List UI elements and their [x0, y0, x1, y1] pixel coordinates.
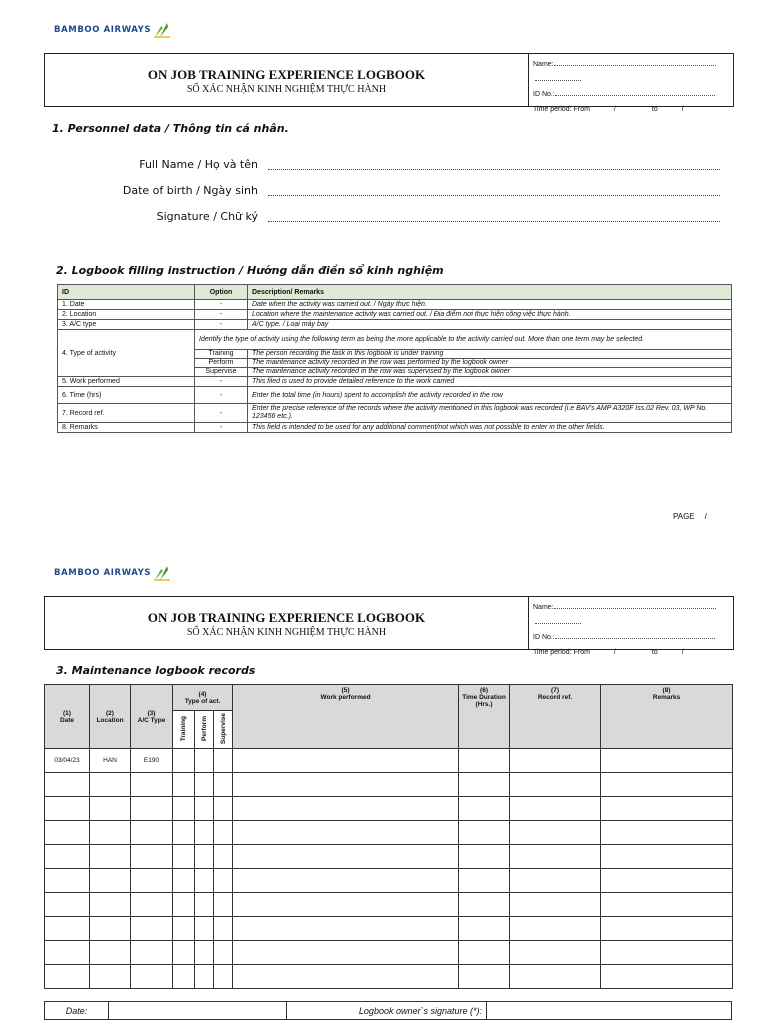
- table-row[interactable]: [45, 893, 733, 917]
- table-row: 3. A/C type - A/C type. / Loại máy bay: [58, 320, 732, 330]
- section-1-title: 1. Personnel data / Thông tin cá nhân.: [52, 122, 289, 135]
- logbook-subtitle: SỔ XÁC NHẬN KINH NGHIỆM THỰC HÀNH: [186, 84, 387, 95]
- owner-signature-label: Logbook owner`s signature (*):: [287, 1002, 487, 1020]
- table-row: 7. Record ref. - Enter the precise reference of the records where the activity mentioned in this logbook was recorded (i.e BAV's AMP A320F Iss.02 Rev. 03, WP No. 123456 etc.).: [58, 404, 732, 423]
- full-name-label: Full Name / Họ và tên: [139, 158, 258, 171]
- logbook-subtitle: SỔ XÁC NHẬN KINH NGHIỆM THỰC HÀNH: [186, 627, 387, 638]
- col-record: (7) Record ref.: [510, 685, 601, 749]
- col-option: Option: [195, 285, 248, 300]
- table-row: 5. Work performed - This filed is used to provide detailed reference to the work carried: [58, 377, 732, 387]
- logo-text: BAMBOO AIRWAYS: [54, 568, 152, 578]
- logbook-title: ON JOB TRAINING EXPERIENCE LOGBOOK: [147, 67, 426, 82]
- col-description: Description/ Remarks: [248, 285, 732, 300]
- table-row[interactable]: [45, 965, 733, 989]
- col-remarks: (8) Remarks: [601, 685, 733, 749]
- col-type-of-act: (4) Type of act.: [173, 685, 233, 711]
- name-label: Name:: [533, 604, 554, 611]
- signature-row: [44, 1001, 732, 1020]
- bamboo-airways-logo-2: [54, 565, 171, 581]
- records-table: [44, 684, 733, 989]
- bamboo-leaf-icon: [153, 22, 171, 38]
- table-row[interactable]: [45, 773, 733, 797]
- owner-signature-input[interactable]: [487, 1002, 732, 1020]
- bamboo-airways-logo: [54, 22, 171, 38]
- logo-text: BAMBOO AIRWAYS: [54, 25, 152, 35]
- page-number: PAGE /: [673, 512, 707, 521]
- table-row: Training The person recording the task in this logbook is under training: [58, 350, 732, 359]
- location-cell[interactable]: HAN: [90, 749, 131, 773]
- instruction-table: [57, 284, 732, 433]
- bamboo-leaf-icon: [153, 565, 171, 581]
- table-row[interactable]: [45, 821, 733, 845]
- owner-info: Name: ID No.: Time period: From / to /: [533, 54, 733, 117]
- section-3-title: 3. Maintenance logbook records: [56, 664, 256, 677]
- logbook-header-2: [44, 596, 734, 656]
- table-row: 6. Time (hrs) - Enter the total time (in hours) spent to accomplish the activity recorded in the row: [58, 387, 732, 404]
- table-row: 2. Location - Location where the maintenance activity was carried out. / Địa điểm nơi thực hiện công việc thực hành.: [58, 310, 732, 320]
- time-period-label: Time period: From: [533, 106, 590, 113]
- date-input[interactable]: [109, 1002, 287, 1020]
- table-row: Supervise The maintenance activity recorded in the row was supervised by the logbook owner: [58, 368, 732, 377]
- col-id: ID: [58, 285, 195, 300]
- time-period-label: Time period: From: [533, 649, 590, 656]
- logbook-header: [44, 53, 734, 113]
- col-location: (2) Location: [90, 685, 131, 749]
- table-row: 4. Type of activity Identify the type of activity using the following term as being the more applicable to the activity carried out. More than one term may be selected.: [58, 330, 732, 350]
- col-supervise: Supervise: [214, 711, 233, 749]
- table-row: 1. Date - Date when the activity was carried out. / Ngày thực hiện.: [58, 300, 732, 310]
- table-row[interactable]: [45, 917, 733, 941]
- table-row: Perform The maintenance activity recorded in the row was performed by the logbook owner: [58, 359, 732, 368]
- actype-cell[interactable]: E190: [131, 749, 173, 773]
- col-actype: (3) A/C Type: [131, 685, 173, 749]
- logbook-title: ON JOB TRAINING EXPERIENCE LOGBOOK: [147, 610, 426, 625]
- signature-label: Signature / Chữ ký: [156, 210, 258, 223]
- id-label: ID No.:: [533, 634, 555, 641]
- table-row[interactable]: [45, 749, 733, 773]
- table-row[interactable]: [45, 845, 733, 869]
- dob-label: Date of birth / Ngày sinh: [122, 184, 258, 197]
- date-cell[interactable]: 03/04/23: [45, 749, 90, 773]
- owner-info: Name: ID No.: Time period: From / to /: [533, 597, 733, 660]
- section-2-title: 2. Logbook filling instruction / Hướng dẫn điền sổ kinh nghiệm: [56, 264, 444, 277]
- name-label: Name:: [533, 61, 554, 68]
- col-time: (6) Time Duration (Hrs.): [459, 685, 510, 749]
- date-label: Date:: [45, 1002, 109, 1020]
- col-training: Training: [173, 711, 195, 749]
- table-row[interactable]: [45, 941, 733, 965]
- table-row[interactable]: [45, 797, 733, 821]
- col-work: (5) Work performed: [233, 685, 459, 749]
- table-row: 8. Remarks - This field is intended to be used for any additional comment/not which was not possible to enter in the other fields.: [58, 423, 732, 433]
- id-label: ID No.:: [533, 91, 555, 98]
- col-perform: Perform: [195, 711, 214, 749]
- col-date: (1) Date: [45, 685, 90, 749]
- table-row[interactable]: [45, 869, 733, 893]
